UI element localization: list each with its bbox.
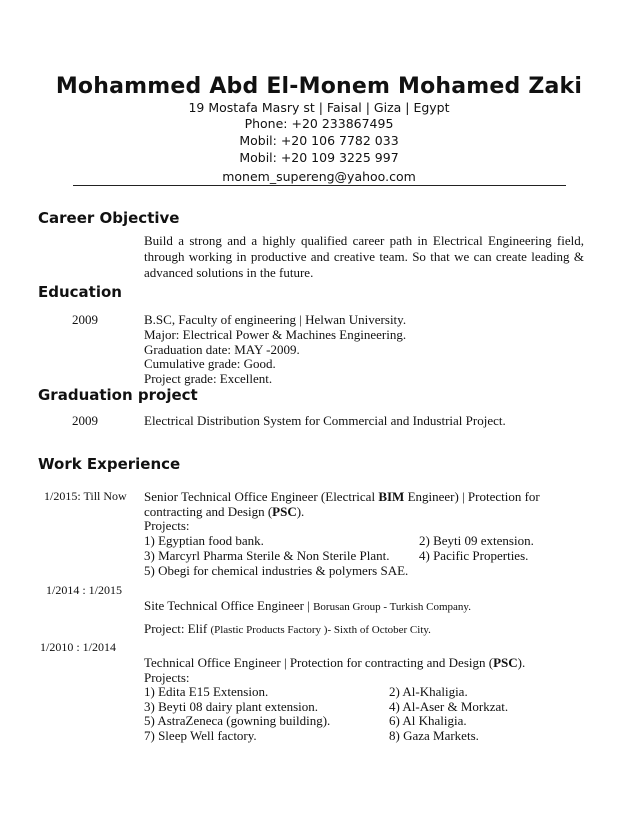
education-line: B.SC, Faculty of engineering | Helwan University. [144,312,407,327]
job-1-title: Senior Technical Office Engineer (Electrical BIM Engineer) | Protection for [144,489,540,504]
job-3-project: 2) Al-Khaligia. [389,684,468,699]
education-line: Graduation date: MAY -2009. [144,342,300,357]
job-3-project: 3) Beyti 08 dairy plant extension. [144,699,319,714]
section-education: Education [38,283,122,301]
job-1-project: 5) Obegi for chemical industries & polymers SAE. [144,563,409,578]
job-2-date: 1/2014 : 1/2015 [46,583,123,597]
job-3-project: 7) Sleep Well factory. [144,728,257,743]
job-1-project: 3) Marcyrl Pharma Sterile & Non Sterile Plant. [144,548,390,563]
job-3-title: Technical Office Engineer | Protection for contracting and Design (PSC). [144,655,526,670]
job-3-date: 1/2010 : 1/2014 [40,640,117,654]
header-divider [73,185,566,186]
job-3-project: 6) Al Khaligia. [389,713,467,728]
job-1-project: 4) Pacific Properties. [419,548,529,563]
email: monem_supereng@yahoo.com [222,169,416,184]
education-line: Cumulative grade: Good. [144,356,276,371]
job-1-project: 1) Egyptian food bank. [144,533,264,548]
section-work-experience: Work Experience [38,455,181,473]
job-3-projects-label: Projects: [144,670,190,685]
job-2-project: Project: Elif (Plastic Products Factory )- Sixth of October City. [144,621,431,636]
graduation-project-text: Electrical Distribution System for Commercial and Industrial Project. [144,413,506,428]
job-2-title: Site Technical Office Engineer | Borusan Group - Turkish Company. [144,598,471,613]
education-line: Major: Electrical Power & Machines Engineering. [144,327,407,342]
section-career-objective: Career Objective [38,209,180,227]
job-3-project: 5) AstraZeneca (gowning building). [144,713,331,728]
mobile-2: Mobil: +20 109 3225 997 [239,150,399,165]
education-line: Project grade: Excellent. [144,371,273,386]
section-graduation-project: Graduation project [38,386,198,404]
job-1-project: 2) Beyti 09 extension. [419,533,534,548]
education-year: 2009 [72,312,98,327]
graduation-project-year: 2009 [72,413,98,428]
career-objective-text: Build a strong and a highly qualified career path in Electrical Engineering field, through working in productive and creative team. So that we can create leading & advanced solutions in the future. [144,233,584,280]
mobile-1: Mobil: +20 106 7782 033 [239,133,399,148]
job-1-title-cont: contracting and Design (PSC). [144,504,305,519]
phone: Phone: +20 233867495 [244,116,394,131]
job-3-project: 1) Edita E15 Extension. [144,684,269,699]
job-1-projects-label: Projects: [144,518,190,533]
job-3-project: 4) Al-Aser & Morkzat. [389,699,509,714]
job-3-project: 8) Gaza Markets. [389,728,479,743]
address: 19 Mostafa Masry st | Faisal | Giza | Egypt [188,100,450,115]
resume-name: Mohammed Abd El-Monem Mohamed Zaki [55,74,583,99]
job-1-date: 1/2015: Till Now [44,489,127,503]
